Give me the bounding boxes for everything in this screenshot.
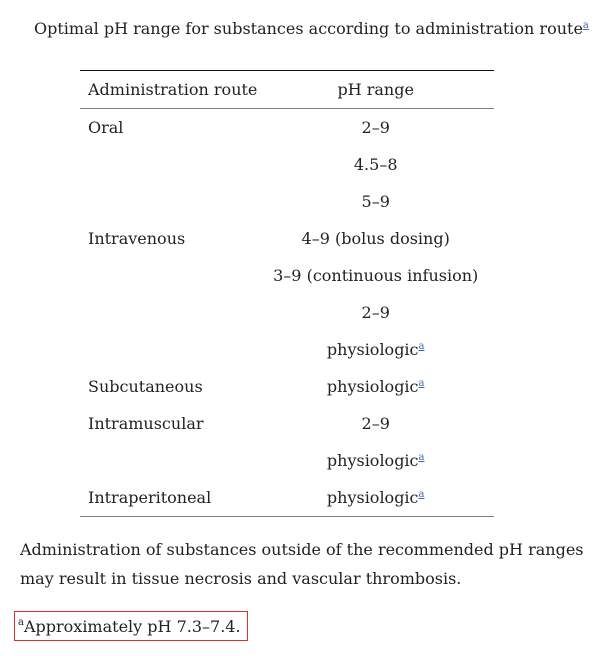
- table-note: Administration of substances outside of the recommended pH ranges may result in tissue necrosis and vascular thrombosis.: [20, 540, 584, 588]
- table-row: [80, 479, 494, 517]
- ph-range-cell: [257, 220, 494, 257]
- route-cell: [80, 146, 257, 183]
- ph-range-value: physiologic: [326, 377, 419, 396]
- ph-range-cell: [257, 257, 494, 294]
- route-cell: Oral: [88, 118, 124, 137]
- footnote: [14, 611, 248, 641]
- ph-range-cell: [257, 109, 494, 147]
- table-row: [80, 146, 494, 183]
- table-row: [80, 294, 494, 331]
- header-ph-range: pH range: [337, 80, 414, 99]
- footnote-link[interactable]: a: [418, 452, 425, 463]
- route-cell: Intraperitoneal: [88, 488, 212, 507]
- table-body: [80, 109, 494, 517]
- ph-range-value: physiologic: [326, 451, 419, 470]
- caption-text: Optimal pH range for substances according to administration route: [34, 19, 583, 38]
- ph-range-cell: [257, 368, 494, 405]
- table-row: [80, 331, 494, 368]
- ph-range-cell: [257, 294, 494, 331]
- ph-range-value: 4–9 (bolus dosing): [301, 229, 450, 248]
- table-header-row: [80, 71, 494, 109]
- route-cell: Intravenous: [88, 229, 186, 248]
- ph-range-table-container: [80, 70, 494, 517]
- footnote-marker: a: [18, 617, 24, 628]
- table-row: [80, 220, 494, 257]
- ph-range-value: 2–9: [361, 414, 390, 433]
- ph-range-cell: [257, 442, 494, 479]
- route-cell: Subcutaneous: [88, 377, 203, 396]
- caption-footnote-link[interactable]: a: [582, 20, 589, 31]
- ph-range-cell: [257, 479, 494, 517]
- ph-range-cell: [257, 405, 494, 442]
- header-administration-route: Administration route: [88, 80, 258, 99]
- ph-range-value: 2–9: [361, 118, 390, 137]
- ph-range-value: 2–9: [361, 303, 390, 322]
- route-cell: [80, 442, 257, 479]
- table-row: [80, 442, 494, 479]
- footnote-link[interactable]: a: [418, 341, 425, 352]
- route-cell: [80, 257, 257, 294]
- ph-range-value: 3–9 (continuous infusion): [273, 266, 479, 285]
- ph-range-cell: [257, 331, 494, 368]
- ph-range-cell: [257, 146, 494, 183]
- ph-range-value: 5–9: [361, 192, 390, 211]
- table-row: [80, 405, 494, 442]
- table-row: [80, 257, 494, 294]
- footnote-text: Approximately pH 7.3–7.4.: [23, 617, 241, 636]
- route-cell: Intramuscular: [88, 414, 204, 433]
- route-cell: [80, 183, 257, 220]
- ph-range-value: physiologic: [326, 488, 419, 507]
- ph-range-value: physiologic: [326, 340, 419, 359]
- footnote-link[interactable]: a: [418, 489, 425, 500]
- ph-range-cell: [257, 183, 494, 220]
- footnote-link[interactable]: a: [418, 378, 425, 389]
- table-row: [80, 109, 494, 147]
- route-cell: [80, 331, 257, 368]
- route-cell: [80, 294, 257, 331]
- ph-range-table: [80, 70, 494, 517]
- table-row: [80, 368, 494, 405]
- table-caption: [34, 18, 589, 40]
- ph-range-value: 4.5–8: [353, 155, 398, 174]
- table-row: [80, 183, 494, 220]
